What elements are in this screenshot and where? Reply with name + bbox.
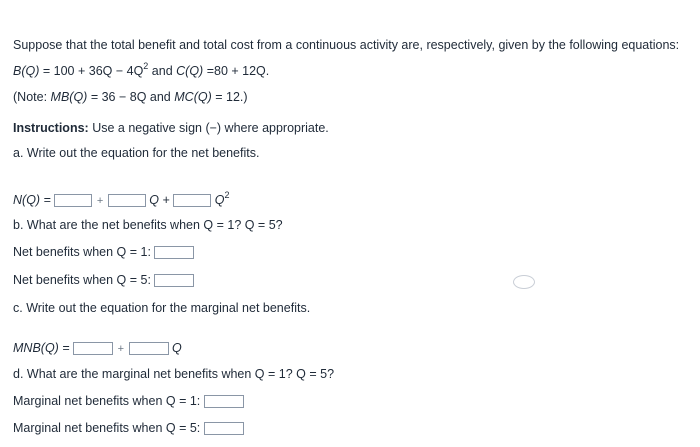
net-benefit-lhs: N(Q) = [13,193,51,207]
note-prefix: (Note: [13,90,48,104]
mnb-q1-label: Marginal net benefits when Q = 1: [13,394,201,408]
plus-sign: + [117,343,125,355]
mnb-q5-label: Marginal net benefits when Q = 5: [13,421,201,435]
and-text: and [151,64,173,78]
note-line [13,90,248,104]
mb-label: MB(Q) [50,90,88,104]
part-d-question: d. What are the marginal net benefits when Q = 1? Q = 5? [13,367,335,381]
net-benefit-q1-input[interactable] [154,246,194,259]
a-q2-coefficient-input[interactable] [173,194,211,207]
part-c-equation [13,341,182,355]
benefit-exponent: 2 [143,61,149,71]
instructions-line [13,121,329,135]
mnb-lhs: MNB(Q) = [13,341,70,355]
part-d-row-q1 [13,394,244,408]
part-b-row-q5 [13,273,194,287]
part-d-row-q5 [13,421,244,435]
instructions-label: Instructions: [13,121,89,135]
part-a-equation [13,190,229,207]
c-constant-input[interactable] [73,342,113,355]
part-c-question: c. Write out the equation for the marginal net benefits. [13,301,311,315]
mc-label: MC(Q) [174,90,212,104]
q2-term-label: Q [214,193,225,207]
cost-function-label: C(Q) [176,64,204,78]
mc-expr: = 12.) [215,90,248,104]
radio-circle[interactable] [513,275,535,289]
part-a-question: a. Write out the equation for the net benefits. [13,146,260,160]
c-q-coefficient-input[interactable] [129,342,169,355]
net-benefit-q5-input[interactable] [154,274,194,287]
benefit-function-expr: = 100 + 36Q − 4Q [42,64,144,78]
part-b-question: b. What are the net benefits when Q = 1? Q = 5? [13,218,283,232]
mb-expr: = 36 − 8Q and [90,90,171,104]
given-equations [13,61,269,78]
instructions-text: Use a negative sign (−) where appropriate. [92,121,329,135]
q2-exponent: 2 [224,190,230,200]
mnb-q5-input[interactable] [204,422,244,435]
part-b-row-q1 [13,245,194,259]
intro-text: Suppose that the total benefit and total cost from a continuous activity are, respectively, given by the following equations: [13,38,680,52]
q-term-label: Q + [149,193,170,207]
cost-function-expr: =80 + 12Q. [206,64,270,78]
mnb-q-term-label: Q [171,341,182,355]
net-benefit-q5-label: Net benefits when Q = 5: [13,273,151,287]
a-constant-input[interactable] [54,194,92,207]
plus-sign: + [96,195,104,207]
net-benefit-q1-label: Net benefits when Q = 1: [13,245,151,259]
a-q-coefficient-input[interactable] [108,194,146,207]
mnb-q1-input[interactable] [204,395,244,408]
benefit-function-label: B(Q) [13,64,40,78]
